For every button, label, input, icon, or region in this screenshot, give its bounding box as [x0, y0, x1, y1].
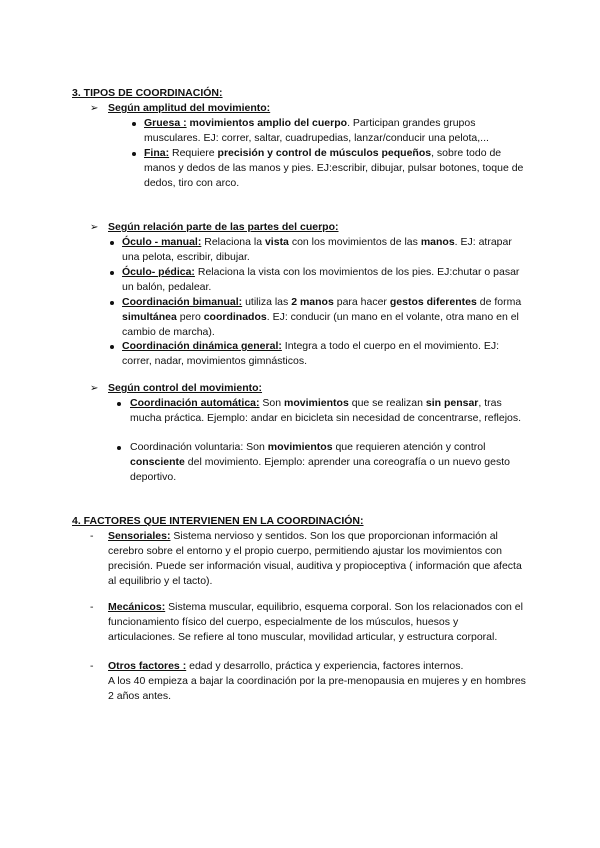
- bold-text: simultánea: [122, 311, 177, 323]
- item-fina: Fina: Requiere precisión y control de músculos pequeños, sobre todo de manos y dedos de las manos y pies. EJ:escribir, dibujar, pulsar botones, toque de dedos, tiro con arco.: [144, 147, 524, 189]
- bullet-icon: [110, 271, 114, 275]
- bullet-icon: [132, 122, 136, 126]
- item-sensoriales: Sensoriales: Sistema nervioso y sentidos. Son los que proporcionan información al cerebro sobre el entorno y el propio cuerpo, permitiendo ajustar los movimientos con precisión. Puede ser información visual, auditiva y propioceptiva ( información que afecta al equilibrio y el tacto).: [108, 530, 522, 587]
- item-mecanicos: Mecánicos: Sistema muscular, equilibrio, esquema corporal. Son los relacionados con el funcionamiento físico del cuerpo, especialmente de los músculos, huesos y articulaciones. Se refiere al tono muscular, movilidad articular, y estructura corporal.: [108, 601, 523, 643]
- bold-text: consciente: [130, 456, 185, 468]
- bullet-icon: [110, 301, 114, 305]
- arrow-icon: ➢: [90, 383, 99, 394]
- item-label: Óculo - manual:: [122, 236, 202, 248]
- section-3-heading: 3. TIPOS DE COORDINACIÓN:: [72, 87, 223, 99]
- bold-text: movimientos: [284, 397, 349, 409]
- bold-text: precisión y control de músculos pequeños: [217, 147, 432, 159]
- bold-text: movimientos: [267, 441, 333, 453]
- item-label: Mecánicos:: [108, 601, 166, 613]
- section-4-heading: 4. FACTORES QUE INTERVIENEN EN LA COORDINACIÓN:: [72, 515, 364, 527]
- item-label: Otros factores :: [108, 660, 187, 672]
- bold-text: gestos diferentes: [389, 296, 477, 308]
- bullet-icon: [110, 241, 114, 245]
- bold-text: coordinados: [203, 311, 267, 323]
- bold-text: sin pensar: [425, 397, 479, 409]
- group-3-title: Según control del movimiento:: [108, 382, 263, 394]
- dash-icon: -: [90, 601, 94, 613]
- item-label: Óculo- pédica:: [122, 266, 195, 278]
- item-label: Gruesa :: [144, 117, 187, 129]
- item-bimanual: Coordinación bimanual: utiliza las 2 manos para hacer gestos diferentes de forma simultánea pero coordinados. EJ: conducir (un mano en el volante, otra mano en el cambio de marcha).: [122, 296, 522, 338]
- item-oculo-manual: Óculo - manual: Relaciona la vista con los movimientos de las manos. EJ: atrapar una pelota, escribir, dibujar.: [122, 236, 512, 263]
- bold-text: 2 manos: [291, 296, 334, 308]
- bullet-icon: [132, 152, 136, 156]
- bullet-icon: [110, 345, 114, 349]
- bold-text: manos: [420, 236, 455, 248]
- item-voluntaria: Coordinación voluntaria: Son movimientos que requieren atención y control consciente del movimiento. Ejemplo: aprender una coreografía o un nuevo gesto deportivo.: [130, 441, 510, 483]
- item-automatica: Coordinación automática: Son movimientos que se realizan sin pensar, tras mucha práctica. Ejemplo: andar en bicicleta sin necesidad de concentrarse, reflejos.: [130, 397, 522, 424]
- item-label: Coordinación bimanual:: [122, 296, 243, 308]
- bullet-icon: [117, 402, 121, 406]
- item-label: Coordinación dinámica general:: [122, 340, 282, 352]
- item-label: Fina:: [144, 147, 170, 159]
- arrow-icon: ➢: [90, 222, 99, 233]
- item-otros-factores: Otros factores : edad y desarrollo, práctica y experiencia, factores internos. A los 40 empieza a bajar la coordinación por la pre-menopausia en mujeres y en hombres 2 años antes.: [108, 660, 526, 702]
- bullet-icon: [117, 446, 121, 450]
- arrow-icon: ➢: [90, 103, 99, 114]
- item-dinamica-general: Coordinación dinámica general: Integra a todo el cuerpo en el movimiento. EJ: correr, nadar, movimientos gimnásticos.: [122, 340, 499, 367]
- bold-text: vista: [264, 236, 289, 248]
- item-label: Coordinación automática:: [130, 397, 260, 409]
- group-2-title: Según relación parte de las partes del cuerpo:: [108, 221, 339, 233]
- item-label: Sensoriales:: [108, 530, 171, 542]
- group-1-title: Según amplitud del movimiento:: [108, 102, 271, 114]
- item-gruesa: Gruesa : movimientos amplio del cuerpo. Participan grandes grupos musculares. EJ: correr, saltar, cuadrupedias, lanzar/conducir una pelota,...: [144, 117, 489, 144]
- bold-text: movimientos amplio del cuerpo: [189, 117, 348, 129]
- dash-icon: -: [90, 530, 94, 542]
- item-oculo-pedica: Óculo- pédica: Relaciona la vista con los movimientos de los pies. EJ:chutar o pasar un balón, pedalear.: [122, 266, 520, 293]
- dash-icon: -: [90, 660, 94, 672]
